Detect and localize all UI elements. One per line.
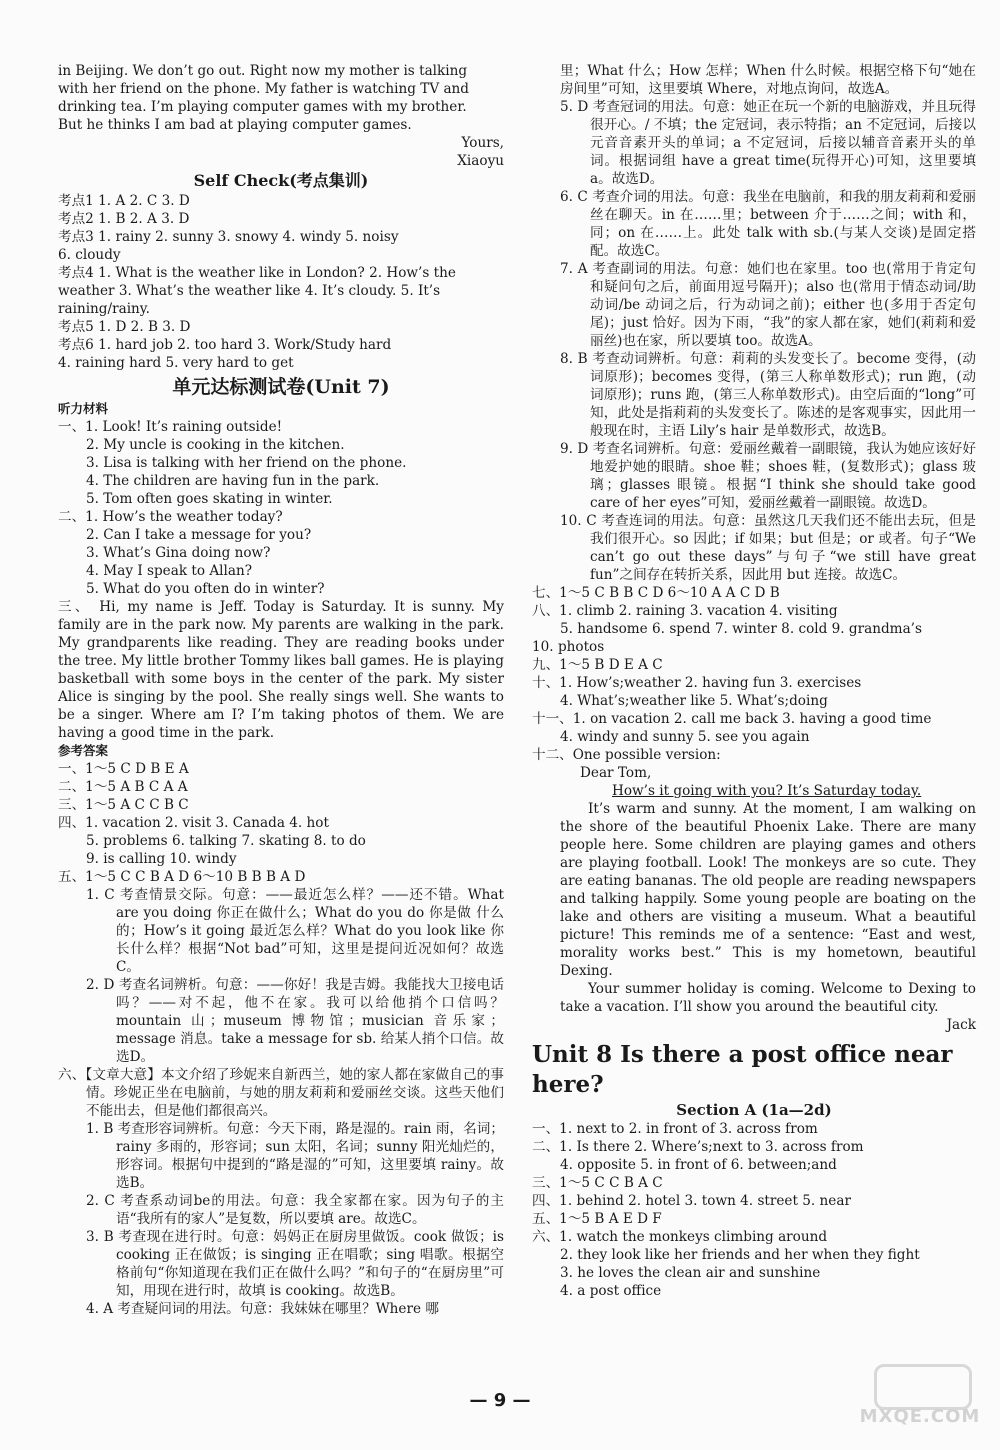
self-check-line: raining/rainy. — [58, 301, 150, 317]
answer-line: 九、1～5 B D E A C — [532, 657, 663, 673]
letter-line: drinking tea. I’m playing computer games with my brother. — [58, 99, 467, 115]
answer-line: 四、1. vacation 2. visit 3. Canada 4. hot — [58, 815, 329, 831]
listening-item: 4. The children are having fun in the park. — [86, 473, 380, 489]
answer-line: 4. windy and sunny 5. see you again — [560, 729, 810, 745]
answer-line: 10. photos — [532, 639, 605, 655]
explanation-item: 5. D 考查冠词的用法。句意：她正在玩一个新的电脑游戏，并且玩得很开心。/ 不填；the 定冠词，表示特指；an 不定冠词，后接以元音音素开头的单词；a 不定冠词，后接以辅音音素开头的单词。根据词组 have a great time(玩得开心)可知，这里要填 a。故选D。 — [560, 99, 976, 187]
listening-part-three: 三、 Hi, my name is Jeff. Today is Saturday. It is sunny. My family are in the park now. My parents are walking in the park. My grandparents like reading. They are reading books under the tree. My little brother Tommy likes ball games. He is playing basketball with some boys in the center of the park. My sister Alice is singing by the pool. She really sings well. She wants to be a singer. Where am I? I’m taking photos of them. We are having a good time in the park. — [58, 599, 504, 741]
listening-part-two: 二、1. How’s the weather today? — [58, 509, 283, 525]
answer-line: 4. What’s;weather like 5. What’s;doing — [560, 693, 828, 709]
listening-item: 4. May I speak to Allan? — [86, 563, 253, 579]
self-check-line: 考点5 1. D 2. B 3. D — [58, 319, 191, 335]
listening-item: 5. What do you often do in winter? — [86, 581, 325, 597]
answer-line: 二、1～5 A B C A A — [58, 779, 188, 795]
self-check-line: 考点2 1. B 2. A 3. D — [58, 211, 190, 227]
answer-line: 一、1～5 C D B E A — [58, 761, 189, 777]
self-check-line: 考点1 1. A 2. C 3. D — [58, 193, 190, 209]
letter-paragraph: It’s warm and sunny. At the moment, I am walking on the shore of the beautiful Phoenix Lake. There are many people here. Some children are playing games and others are playing football. Look! The monkeys are so cute. They are eating bananas. The old people are reading newspapers and talking happily. Some young people are boating on the lake and others are visiting a museum. What a beautiful picture! This reminds me of a sentence: “East and west, morality works best.” This is my hometown, beautiful Dexing. — [560, 801, 976, 979]
answer-line: 十二、One possible version: — [532, 747, 721, 763]
unit-test-title: 单元达标测试卷(Unit 7) — [172, 376, 390, 398]
answer-line: 3. he loves the clean air and sunshine — [560, 1265, 821, 1281]
answer-line: 十、1. How’s;weather 2. having fun 3. exercises — [532, 675, 862, 691]
self-check-title: Self Check(考点集训) — [193, 171, 369, 190]
listening-part-one: 一、1. Look! It’s raining outside! — [58, 419, 283, 435]
page-number: — 9 — — [469, 1390, 531, 1411]
letter-signature: Jack — [946, 1017, 976, 1033]
letter-closing: Yours, — [461, 135, 504, 151]
answer-line: 5. problems 6. talking 7. skating 8. to do — [86, 833, 366, 849]
letter-greeting: Dear Tom, — [580, 765, 652, 781]
listening-item: 3. What’s Gina doing now? — [86, 545, 271, 561]
answer-line: 三、1～5 A C C B C — [58, 797, 189, 813]
answer-line: 2. they look like her friends and her when they fight — [560, 1247, 920, 1263]
answer-line: 七、1～5 C B B C D 6～10 A A C D B — [532, 585, 780, 601]
explanation-item: 7. A 考查副词的用法。句意：她们也在家里。too 也(常用于肯定句和疑问句之后，前面用逗号隔开)；also 也(常用于情态动词/助动词/be 动词之后，行为动词之前)；either 也(多用于否定句尾)；just 恰好。因为下雨，“我”的家人都在家，她们(莉莉和爱丽丝)也在家，所以要填 too。故选A。 — [560, 261, 976, 349]
left-column — [58, 62, 504, 1318]
self-check-line: 6. cloudy — [58, 247, 121, 263]
self-check-line: weather 3. What’s the weather like 4. It’s cloudy. 5. It’s — [58, 283, 441, 299]
self-check-line: 4. raining hard 5. very hard to get — [58, 355, 294, 371]
listening-item: 5. Tom often goes skating in winter. — [86, 491, 333, 507]
explanation-item: 4. A 考查疑问词的用法。句意：我妹妹在哪里？Where 哪 — [86, 1301, 439, 1317]
section-title: Section A (1a—2d) — [676, 1101, 832, 1119]
letter-signature: Xiaoyu — [457, 153, 504, 169]
self-check-line: 考点3 1. rainy 2. sunny 3. snowy 4. windy 5. noisy — [58, 229, 399, 245]
explanation-item: 9. D 考查名词辨析。句意：爱丽丝戴着一副眼镜，我认为她应该好好地爱护她的眼睛。shoe 鞋；shoes 鞋，(复数形式)；glass 玻璃；glasses 眼镜。根据“I think she should take good care of her eyes”可知，爱丽丝戴着一副眼镜。故选D。 — [560, 441, 976, 511]
answers-label: 参考答案 — [58, 743, 109, 758]
self-check-line: 考点6 1. hard job 2. too hard 3. Work/Study hard — [58, 337, 392, 353]
watermark-text: MXQE.COM — [859, 1406, 981, 1427]
answer-line: 二、1. Is there 2. Where’s;next to 3. across from — [532, 1139, 864, 1155]
answer-line: 9. is calling 10. windy — [86, 851, 237, 867]
answer-line: 八、1. climb 2. raining 3. vacation 4. visiting — [532, 603, 838, 619]
right-column — [532, 62, 976, 1300]
answer-line: 4. opposite 5. in front of 6. between;and — [560, 1157, 837, 1173]
answer-line: 5. handsome 6. spend 7. winter 8. cold 9. grandma’s — [560, 621, 922, 637]
explanation-item: 1. C 考查情景交际。句意：——最近怎么样？——还不错。What are you doing 你正在做什么；What do you do 你是做 什么的；How’s it going 最近怎么样？What do you look like 你长什么样？根据“Not bad”可知，这里是提问近况如何？故选C。 — [86, 887, 504, 975]
explanation-item: 3. B 考查现在进行时。句意：妈妈正在厨房里做饭。cook 做饭；is cooking 正在做饭；is singing 正在唱歌；sing 唱歌。根据空格前句“你知道现在我们正在做什么吗？”和句子的“在厨房里”可知，用现在进行时，故填 is cooking。故选B。 — [86, 1229, 504, 1299]
explanation-continued: 里；What 什么；How 怎样；When 什么时候。根据空格下句“她在房间里”可知，这里要填 Where，对地点询问，故选A。 — [560, 63, 976, 97]
answer-line: 六、1. watch the monkeys climbing around — [532, 1229, 828, 1245]
explanation-item: 2. C 考查系动词be的用法。句意：我全家都在家。因为句子的主语“我所有的家人”是复数，所以要填 are。故选C。 — [86, 1193, 504, 1227]
watermark-logo — [856, 1364, 984, 1428]
listening-label: 听力材料 — [58, 401, 109, 416]
explanation-item: 10. C 考查连词的用法。句意：虽然这几天我们还不能出去玩，但是我们很开心。so 因此；if 如果；but 但是；or 或者。句子“We can’t go out these days”与句子“we still have great fun”之间存在转折关系，因此用 but 连接。故选C。 — [560, 513, 976, 583]
letter-line: with her friend on the phone. My father is watching TV and — [58, 81, 470, 97]
letter-paragraph: Your summer holiday is coming. Welcome to Dexing to take a vacation. I’ll show you around the beautiful city. — [560, 981, 976, 1015]
letter-line: in Beijing. We don’t go out. Right now my mother is talking — [58, 63, 468, 79]
answer-line: 四、1. behind 2. hotel 3. town 4. street 5. near — [532, 1193, 851, 1209]
explanation-item: 2. D 考查名词辨析。句意：——你好！我是吉姆。我能找大卫接电话吗？——对不起，他不在家。我可以给他捎个口信吗？mountain 山；museum 博物馆；musician 音乐家；message 消息。take a message for sb. 给某人捎个口信。故选D。 — [86, 977, 504, 1065]
explanation-item: 8. B 考查动词辨析。句意：莉莉的头发变长了。become 变得，(动词原形)；becomes 变得，(第三人称单数形式)；run 跑，(动词原形)；runs 跑，(第三人称单数形式)。由空后面的“long”可知，此处是指莉莉的头发变长了。陈述的是客观事实，因此用一般现在时，主语 Lily’s hair 是单数形式，故选B。 — [560, 351, 977, 439]
answer-line: 4. a post office — [560, 1283, 662, 1299]
listening-item: 2. Can I take a message for you? — [86, 527, 312, 543]
unit-8-title: Unit 8 Is there a post office near here? — [532, 1041, 953, 1098]
letter-underlined-line: How’s it going with you? It’s Saturday today. — [612, 783, 922, 799]
answer-line: 三、1～5 C C B A C — [532, 1175, 663, 1191]
explanation-item: 1. B 考查形容词辨析。句意：今天下雨，路是湿的。rain 雨，名词；rainy 多雨的，形容词；sun 太阳，名词；sunny 阳光灿烂的，形容词。根据句中提到的“路是湿的”可知，这里要填 rainy。故选B。 — [86, 1121, 504, 1191]
self-check-line: 考点4 1. What is the weather like in London? 2. How’s the — [58, 265, 456, 281]
answer-line: 五、1～5 C C B A D 6～10 B B B A D — [58, 869, 306, 885]
letter-line: But he thinks I am bad at playing computer games. — [58, 117, 412, 133]
listening-item: 2. My uncle is cooking in the kitchen. — [86, 437, 345, 453]
answer-line: 一、1. next to 2. in front of 3. across from — [532, 1121, 818, 1137]
listening-item: 3. Lisa is talking with her friend on the phone. — [86, 455, 407, 471]
answer-line: 十一、1. on vacation 2. call me back 3. having a good time — [532, 711, 932, 727]
explanation-item: 6. C 考查介词的用法。句意：我坐在电脑前，和我的朋友莉莉和爱丽丝在聊天。in 在……里；between 介于……之间；with 和，同；on 在……上。此处 talk with sb.(与某人交谈)是固定搭配。故选C。 — [560, 189, 976, 259]
answer-line: 五、1～5 B A E D F — [532, 1211, 662, 1227]
summary-paragraph: 六、【文章大意】本文介绍了珍妮来自新西兰，她的家人都在家做自己的事情。珍妮正坐在电脑前，与她的朋友莉莉和爱丽丝交谈。这些天他们不能出去，但是他们都很高兴。 — [58, 1067, 504, 1119]
watermark-icon — [874, 1364, 972, 1410]
